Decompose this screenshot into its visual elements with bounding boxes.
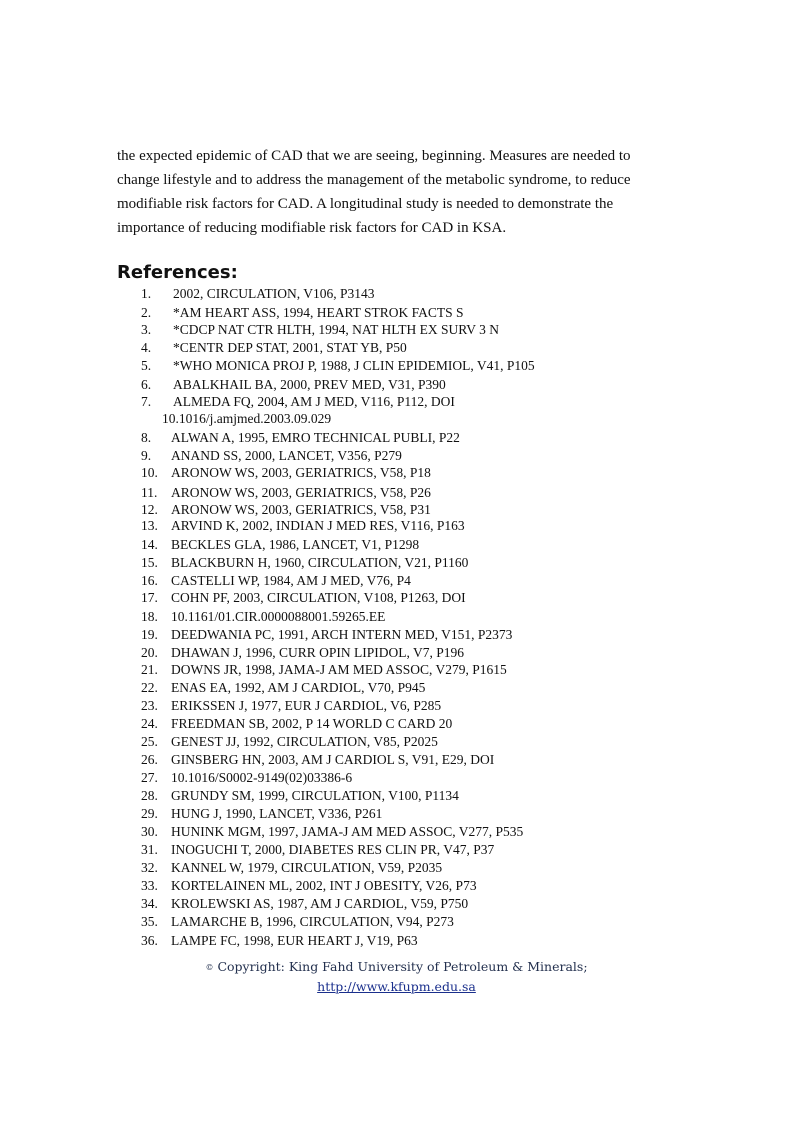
- reference-number: 13.: [141, 518, 158, 533]
- reference-number: 5.: [141, 358, 152, 373]
- reference-number: 6.: [141, 377, 152, 392]
- reference-text: DOWNS JR, 1998, JAMA-J AM MED ASSOC, V279, P1615: [171, 662, 507, 677]
- reference-text: FREEDMAN SB, 2002, P 14 WORLD C CARD 20: [171, 716, 453, 731]
- reference-text: KORTELAINEN ML, 2002, INT J OBESITY, V26, P73: [171, 878, 477, 893]
- reference-text: LAMARCHE B, 1996, CIRCULATION, V94, P273: [171, 914, 454, 929]
- reference-text: DEEDWANIA PC, 1991, ARCH INTERN MED, V151, P2373: [171, 627, 513, 642]
- reference-text: ANAND SS, 2000, LANCET, V356, P279: [171, 448, 402, 463]
- reference-text: INOGUCHI T, 2000, DIABETES RES CLIN PR, V47, P37: [171, 842, 495, 857]
- reference-text: LAMPE FC, 1998, EUR HEART J, V19, P63: [171, 933, 418, 948]
- reference-number: 4.: [141, 340, 152, 355]
- reference-continuation: 10.1016/j.amjmed.2003.09.029: [162, 411, 332, 426]
- reference-item: [141, 662, 507, 678]
- reference-number: 30.: [141, 824, 158, 839]
- reference-number: 20.: [141, 645, 158, 660]
- reference-text: HUNINK MGM, 1997, JAMA-J AM MED ASSOC, V277, P535: [171, 824, 524, 839]
- reference-number: 17.: [141, 590, 158, 605]
- reference-item: [141, 734, 438, 750]
- footer-link-row: [0, 979, 793, 994]
- reference-item: [141, 878, 477, 894]
- copyright-icon: ©: [205, 963, 214, 972]
- reference-text: ARVIND K, 2002, INDIAN J MED RES, V116, P163: [171, 518, 465, 533]
- reference-item: [141, 394, 455, 410]
- reference-text: COHN PF, 2003, CIRCULATION, V108, P1263, DOI: [171, 590, 466, 605]
- reference-item: [141, 896, 468, 912]
- reference-item: [141, 305, 464, 321]
- reference-number: 19.: [141, 627, 158, 642]
- reference-text: *AM HEART ASS, 1994, HEART STROK FACTS S: [173, 305, 464, 320]
- reference-text: KROLEWSKI AS, 1987, AM J CARDIOL, V59, P750: [171, 896, 469, 911]
- reference-item: [141, 537, 419, 553]
- reference-item: [141, 573, 411, 589]
- reference-item: [141, 555, 468, 571]
- reference-item: [141, 358, 535, 374]
- reference-number: 33.: [141, 878, 158, 893]
- reference-item: [141, 933, 418, 949]
- reference-text: *CDCP NAT CTR HLTH, 1994, NAT HLTH EX SURV 3 N: [173, 322, 499, 337]
- reference-number: 21.: [141, 662, 158, 677]
- paragraph-line: importance of reducing modifiable risk factors for CAD in KSA.: [117, 220, 507, 236]
- reference-text: DHAWAN J, 1996, CURR OPIN LIPIDOL, V7, P196: [171, 645, 465, 660]
- reference-number: 14.: [141, 537, 158, 552]
- reference-item: [141, 340, 407, 356]
- reference-item: [141, 698, 441, 714]
- reference-item: [141, 322, 499, 338]
- reference-item: [141, 860, 442, 876]
- reference-item: [141, 485, 431, 501]
- reference-text: GINSBERG HN, 2003, AM J CARDIOL S, V91, E29, DOI: [171, 752, 495, 767]
- reference-number: 34.: [141, 896, 158, 911]
- reference-item: [141, 645, 464, 661]
- reference-number: 11.: [141, 485, 158, 500]
- kfupm-website-link[interactable]: http://www.kfupm.edu.sa: [317, 979, 476, 994]
- reference-item: [141, 824, 523, 840]
- reference-number: 32.: [141, 860, 158, 875]
- reference-text: ABALKHAIL BA, 2000, PREV MED, V31, P390: [173, 377, 446, 392]
- reference-text: BLACKBURN H, 1960, CIRCULATION, V21, P1160: [171, 555, 469, 570]
- reference-number: 22.: [141, 680, 158, 695]
- reference-item: [141, 914, 454, 930]
- reference-item: [141, 609, 385, 625]
- reference-number: 23.: [141, 698, 158, 713]
- reference-text: ARONOW WS, 2003, GERIATRICS, V58, P18: [171, 465, 431, 480]
- reference-item: [141, 627, 512, 643]
- reference-number: 8.: [141, 430, 152, 445]
- reference-text: 2002, CIRCULATION, V106, P3143: [173, 286, 375, 301]
- reference-item: [141, 680, 425, 696]
- reference-number: 18.: [141, 609, 158, 624]
- reference-text: *CENTR DEP STAT, 2001, STAT YB, P50: [173, 340, 407, 355]
- references-heading: References:: [117, 262, 238, 283]
- paragraph-line: modifiable risk factors for CAD. A longitudinal study is needed to demonstrate the: [117, 196, 614, 212]
- reference-item: [141, 430, 460, 446]
- reference-number: 7.: [141, 394, 152, 409]
- reference-text: 10.1016/S0002-9149(02)03386-6: [171, 770, 353, 785]
- reference-item: [141, 465, 431, 481]
- reference-number: 9.: [141, 448, 152, 463]
- reference-text: *WHO MONICA PROJ P, 1988, J CLIN EPIDEMIOL, V41, P105: [173, 358, 535, 373]
- reference-item: [141, 788, 459, 804]
- reference-number: 25.: [141, 734, 158, 749]
- reference-text: ARONOW WS, 2003, GERIATRICS, V58, P31: [171, 502, 431, 517]
- reference-text: ALMEDA FQ, 2004, AM J MED, V116, P112, DOI: [173, 394, 455, 409]
- reference-number: 26.: [141, 752, 158, 767]
- reference-number: 36.: [141, 933, 158, 948]
- paragraph-line: the expected epidemic of CAD that we are seeing, beginning. Measures are needed to: [117, 148, 631, 164]
- reference-text: KANNEL W, 1979, CIRCULATION, V59, P2035: [171, 860, 443, 875]
- reference-text: GENEST JJ, 1992, CIRCULATION, V85, P2025: [171, 734, 438, 749]
- copyright-text: Copyright: King Fahd University of Petroleum & Minerals;: [217, 959, 588, 974]
- reference-number: 10.: [141, 465, 158, 480]
- reference-item: [141, 286, 375, 302]
- reference-text: BECKLES GLA, 1986, LANCET, V1, P1298: [171, 537, 420, 552]
- reference-item: [141, 502, 431, 518]
- reference-number: 1.: [141, 286, 152, 301]
- reference-number: 24.: [141, 716, 158, 731]
- reference-number: 35.: [141, 914, 158, 929]
- reference-item: [141, 590, 466, 606]
- reference-number: 15.: [141, 555, 158, 570]
- reference-item: [141, 448, 402, 464]
- reference-text: 10.1161/01.CIR.0000088001.59265.EE: [171, 609, 386, 624]
- reference-text: HUNG J, 1990, LANCET, V336, P261: [171, 806, 383, 821]
- reference-item: [141, 806, 382, 822]
- reference-number: 31.: [141, 842, 158, 857]
- reference-text: GRUNDY SM, 1999, CIRCULATION, V100, P1134: [171, 788, 459, 803]
- reference-text: ALWAN A, 1995, EMRO TECHNICAL PUBLI, P22: [171, 430, 460, 445]
- reference-item: [141, 377, 446, 393]
- copyright-notice: [0, 959, 793, 974]
- reference-number: 27.: [141, 770, 158, 785]
- reference-text: ENAS EA, 1992, AM J CARDIOL, V70, P945: [171, 680, 426, 695]
- reference-item: [141, 842, 494, 858]
- reference-number: 3.: [141, 322, 152, 337]
- reference-text: ERIKSSEN J, 1977, EUR J CARDIOL, V6, P285: [171, 698, 442, 713]
- reference-number: 2.: [141, 305, 152, 320]
- reference-number: 29.: [141, 806, 158, 821]
- reference-number: 16.: [141, 573, 158, 588]
- reference-text: CASTELLI WP, 1984, AM J MED, V76, P4: [171, 573, 411, 588]
- reference-item: [141, 716, 452, 732]
- reference-number: 28.: [141, 788, 158, 803]
- reference-number: 12.: [141, 502, 158, 517]
- reference-item: [141, 770, 352, 786]
- reference-item: [141, 752, 494, 768]
- reference-text: ARONOW WS, 2003, GERIATRICS, V58, P26: [171, 485, 431, 500]
- reference-item: [141, 518, 465, 534]
- paragraph-line: change lifestyle and to address the management of the metabolic syndrome, to reduce: [117, 172, 631, 188]
